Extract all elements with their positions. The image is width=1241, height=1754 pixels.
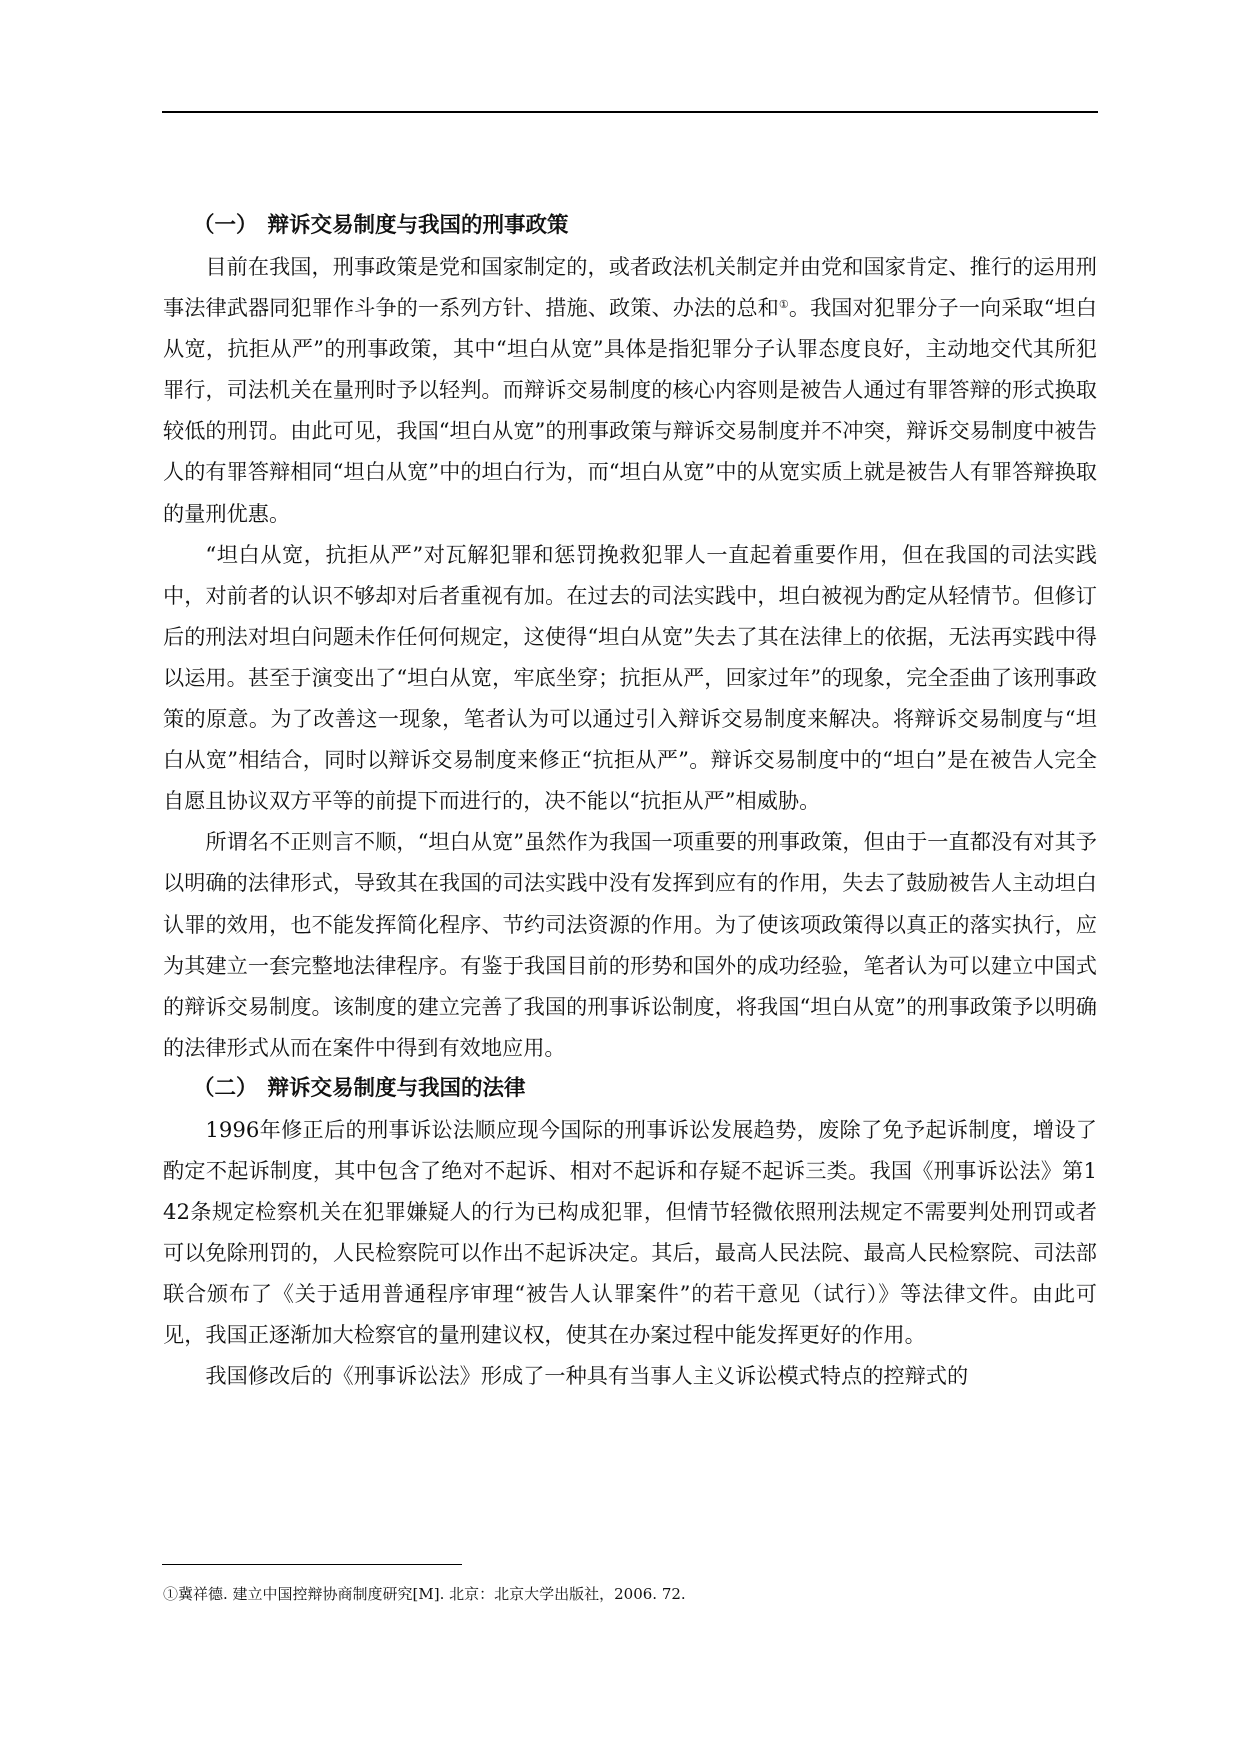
section-2-paragraph-2: 我国修改后的《刑事诉讼法》形成了一种具有当事人主义诉讼模式特点的控辩式的 xyxy=(205,1363,969,1389)
page-body xyxy=(163,205,1097,1397)
section-1-paragraph-1 xyxy=(163,246,1097,534)
section-1-paragraph-1-text-b: 。我国对犯罪分子一向采取“坦白从宽，抗拒从严”的刑事政策，其中“坦白从宽”具体是指犯罪分子认罪态度良好，主动地交代其所犯罪行，司法机关在量刑时予以轻判。而辩诉交易制度的核心内容则是被告人通过有罪答辩的形式换取较低的刑罚。由此可见，我国“坦白从宽”的刑事政策与辩诉交易制度并不冲突，辩诉交易制度中被告人的有罪答辩相同“坦白从宽”中的坦白行为，而“坦白从宽”中的从宽实质上就是被告人有罪答辩换取的量刑优惠。 xyxy=(163,295,1097,526)
section-1-paragraph-1-text-a: 目前在我国，刑事政策是党和国家制定的，或者政法机关制定并由党和国家肯定、推行的运用刑事法律武器同犯罪作斗争的一系列方针、措施、政策、办法的总和 xyxy=(163,254,1097,321)
header-rule xyxy=(162,111,1098,113)
section-1-paragraph-3: 所谓名不正则言不顺，“坦白从宽”虽然作为我国一项重要的刑事政策，但由于一直都没有对其予以明确的法律形式，导致其在我国的司法实践中没有发挥到应有的作用，失去了鼓励被告人主动坦白认罪的效用，也不能发挥简化程序、节约司法资源的作用。为了使该项政策得以真正的落实执行，应为其建立一套完整地法律程序。有鉴于我国目前的形势和国外的成功经验，笔者认为可以建立中国式的辩诉交易制度。该制度的建立完善了我国的刑事诉讼制度，将我国“坦白从宽”的刑事政策予以明确的法律形式从而在案件中得到有效地应用。 xyxy=(163,829,1097,1060)
section-heading-2-text: 辩诉交易制度与我国的法律 xyxy=(267,1075,526,1101)
footnote-reference-mark[interactable]: ① xyxy=(778,298,789,312)
section-heading-1-text: 辩诉交易制度与我国的刑事政策 xyxy=(267,213,569,238)
section-heading-1 xyxy=(163,205,1097,246)
section-heading-1-number: （一） xyxy=(193,213,258,238)
section-heading-2-number: （二） xyxy=(193,1075,258,1101)
section-1-paragraph-2: “坦白从宽，抗拒从严”对瓦解犯罪和惩罚挽救犯罪人一直起着重要作用，但在我国的司法实践中，对前者的认识不够却对后者重视有加。在过去的司法实践中，坦白被视为酌定从轻情节。但修订后的刑法对坦白问题未作任何何规定，这使得“坦白从宽”失去了其在法律上的依据，无法再实践中得以运用。甚至于演变出了“坦白从宽，牢底坐穿；抗拒从严，回家过年”的现象，完全歪曲了该刑事政策的原意。为了改善这一现象，笔者认为可以通过引入辩诉交易制度来解决。将辩诉交易制度与“坦白从宽”相结合，同时以辩诉交易制度来修正“抗拒从严”。辩诉交易制度中的“坦白”是在被告人完全自愿且协议双方平等的前提下而进行的，决不能以“抗拒从严”相威胁。 xyxy=(163,541,1097,814)
footnote-rule xyxy=(162,1564,462,1565)
section-heading-2 xyxy=(163,1068,1097,1109)
section-2-paragraph-1: 1996年修正后的刑事诉讼法顺应现今国际的刑事诉讼发展趋势，废除了免予起诉制度，增设了酌定不起诉制度，其中包含了绝对不起诉、相对不起诉和存疑不起诉三类。我国《刑事诉讼法》第142条规定检察机关在犯罪嫌疑人的行为已构成犯罪，但情节轻微依照刑法规定不需要判处刑罚或者可以免除刑罚的，人民检察院可以作出不起诉决定。其后，最高人民法院、最高人民检察院、司法部联合颁布了《关于适用普通程序审理“被告人认罪案件”的若干意见（试行）》等法律文件。由此可见，我国正逐渐加大检察官的量刑建议权，使其在办案过程中能发挥更好的作用。 xyxy=(163,1116,1097,1348)
footnote: ①冀祥德. 建立中国控辩协商制度研究[M]. 北京：北京大学出版社，2006. 72. xyxy=(163,1585,686,1603)
